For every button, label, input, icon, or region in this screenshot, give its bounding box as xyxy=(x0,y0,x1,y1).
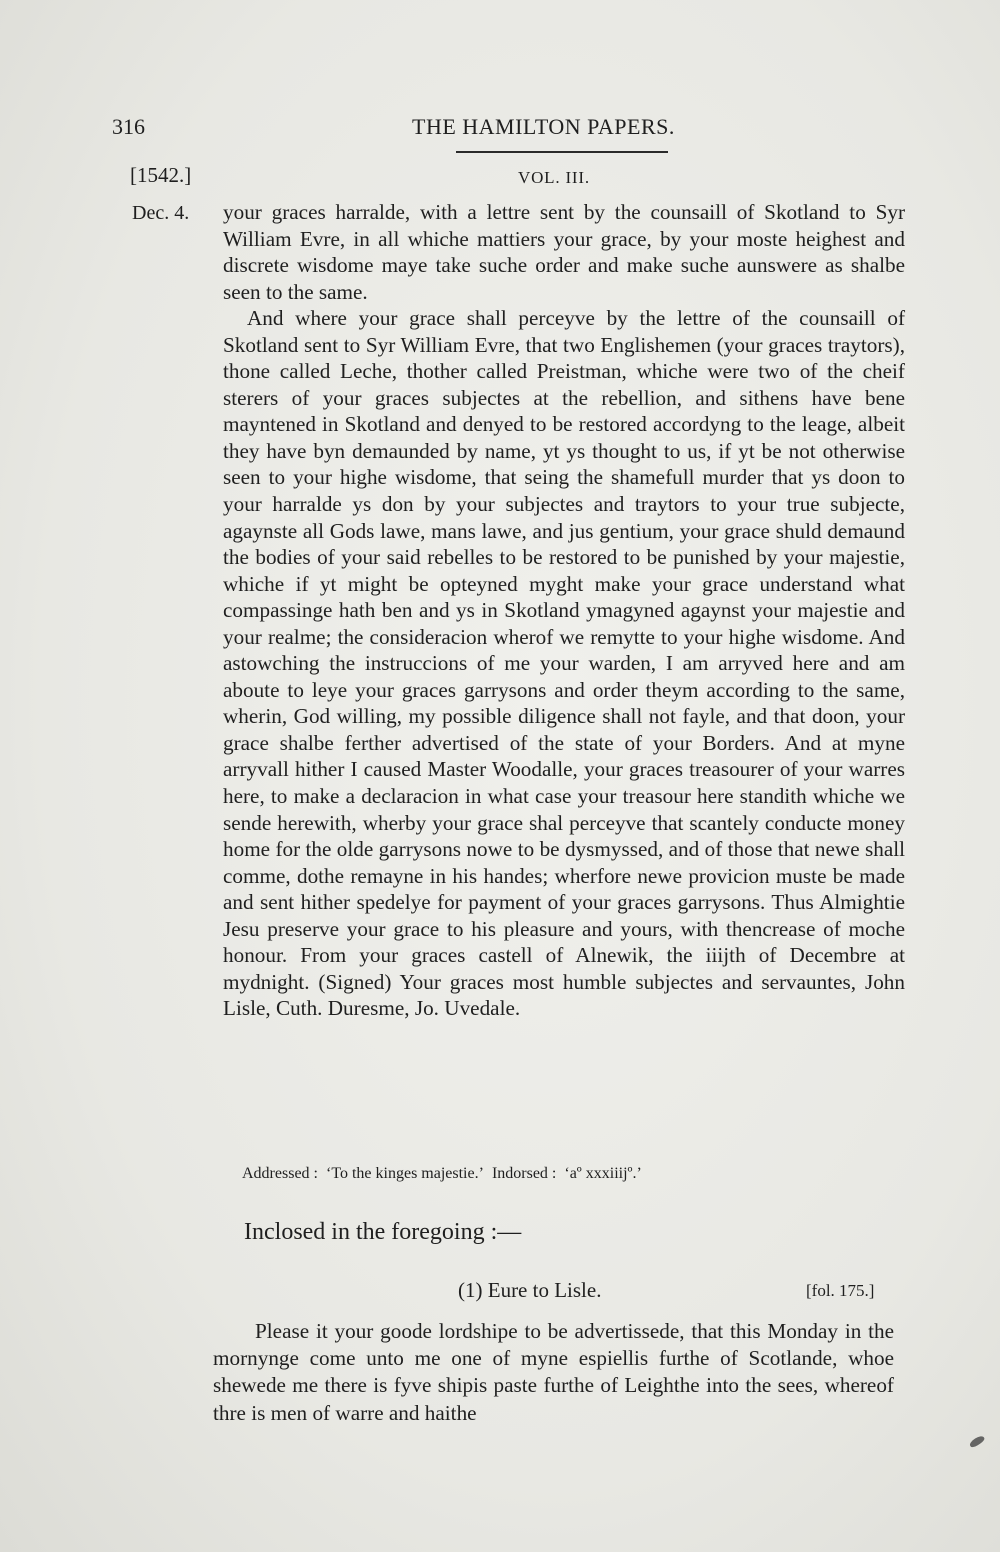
year-note: [1542.] xyxy=(130,163,192,187)
address-value: ‘To the kinges majestie.’ xyxy=(325,1165,484,1182)
running-title: THE HAMILTON PAPERS. xyxy=(412,114,675,139)
volume-label: VOL. III. xyxy=(518,168,590,187)
enclosure-body xyxy=(213,1318,894,1427)
letter-body xyxy=(223,199,905,1022)
endorsed-label: Indorsed : xyxy=(491,1165,557,1182)
date-note: Dec. 4. xyxy=(132,202,190,224)
address-line xyxy=(242,1165,646,1183)
enclosure-heading: (1) Eure to Lisle. xyxy=(458,1278,602,1302)
letter-paragraph-2: And where your grace shall perceyve by the lettre of the counsaill of Skotland sent to Syr William Evre, that two Englishemen (your graces traytors), thone called Leche, thother called Preistman, whiche were two of the cheif sterers of your graces subjectes at the rebellion, and sithens have bene mayntened in Skotland and denyed to be restored accordyng to the leage, albeit they have byn demaunded by name, yt ys thought to us, if yt be not otherwise seen to your highe wisdome, that seing the shamefull murder that ys doon to your harralde ys don by your subjectes and traytors to your true subjecte, agaynste all Gods lawe, mans lawe, and jus gentium, your grace shuld demaund the bodies of your said rebelles to be restored to be punished by your majestie, whiche if yt might be opteyned myght make your grace understand what compassinge hath ben and ys in Skotland ymagyned agaynst your majestie and your realme; the consideracion wherof we remytte to your highe wisdome. And astowching the instruccions of me your warden, I am arryved here and am aboute to leye your graces garrysons and order theym according to the same, wherin, God willing, my possible diligence shall not fayle, and that doon, your grace shalbe ferther advertised of the state of your Borders. And at myne arryvall hither I caused Master Woodalle, your graces treasourer of your warres here, to make a declaracion in what case your treasour here standith whiche we sende herewith, wherby your grace shal perceyve that scantely conducte money home for the olde garrysons nowe to be dysmyssed, and of those that newe shall comme, dothe remayne in his handes; wherfore newe provicion muste be made and sent hither spedelye for payment of your graces garrysons. Thus Almightie Jesu preserve your grace to his pleasure and yours, with thencrease of moche honour. From your graces castell of Alnewik, the iiijth of Decembre at mydnight. (Signed) Your graces most humble subjectes and servauntes, John Lisle, Cuth. Duresme, Jo. Uvedale. xyxy=(223,306,905,1021)
address-label: Addressed : xyxy=(242,1165,318,1182)
enclosure-title: Inclosed in the foregoing :— xyxy=(244,1219,522,1245)
ink-mark xyxy=(968,1434,985,1448)
page-number: 316 xyxy=(112,114,145,139)
letter-paragraph-1: your graces harralde, with a lettre sent by the counsaill of Skotland to Syr William Evre, in all whiche mattiers your grace, by your moste heighest and discrete wisdome maye take suche order and make suche aunswere as shalbe seen to the same. xyxy=(223,200,905,304)
folio-note: [fol. 175.] xyxy=(806,1281,875,1300)
enclosure-paragraph: Please it your goode lordshipe to be advertissede, that this Monday in the mornynge come unto me one of myne espiellis furthe of Scotlande, whoe shewede me there is fyve shipis paste furthe of Leighthe into the sees, whereof thre is men of warre and haithe xyxy=(213,1319,894,1425)
endorsed-value: ‘aº xxxiiijº.’ xyxy=(564,1165,642,1182)
title-rule xyxy=(456,151,668,153)
